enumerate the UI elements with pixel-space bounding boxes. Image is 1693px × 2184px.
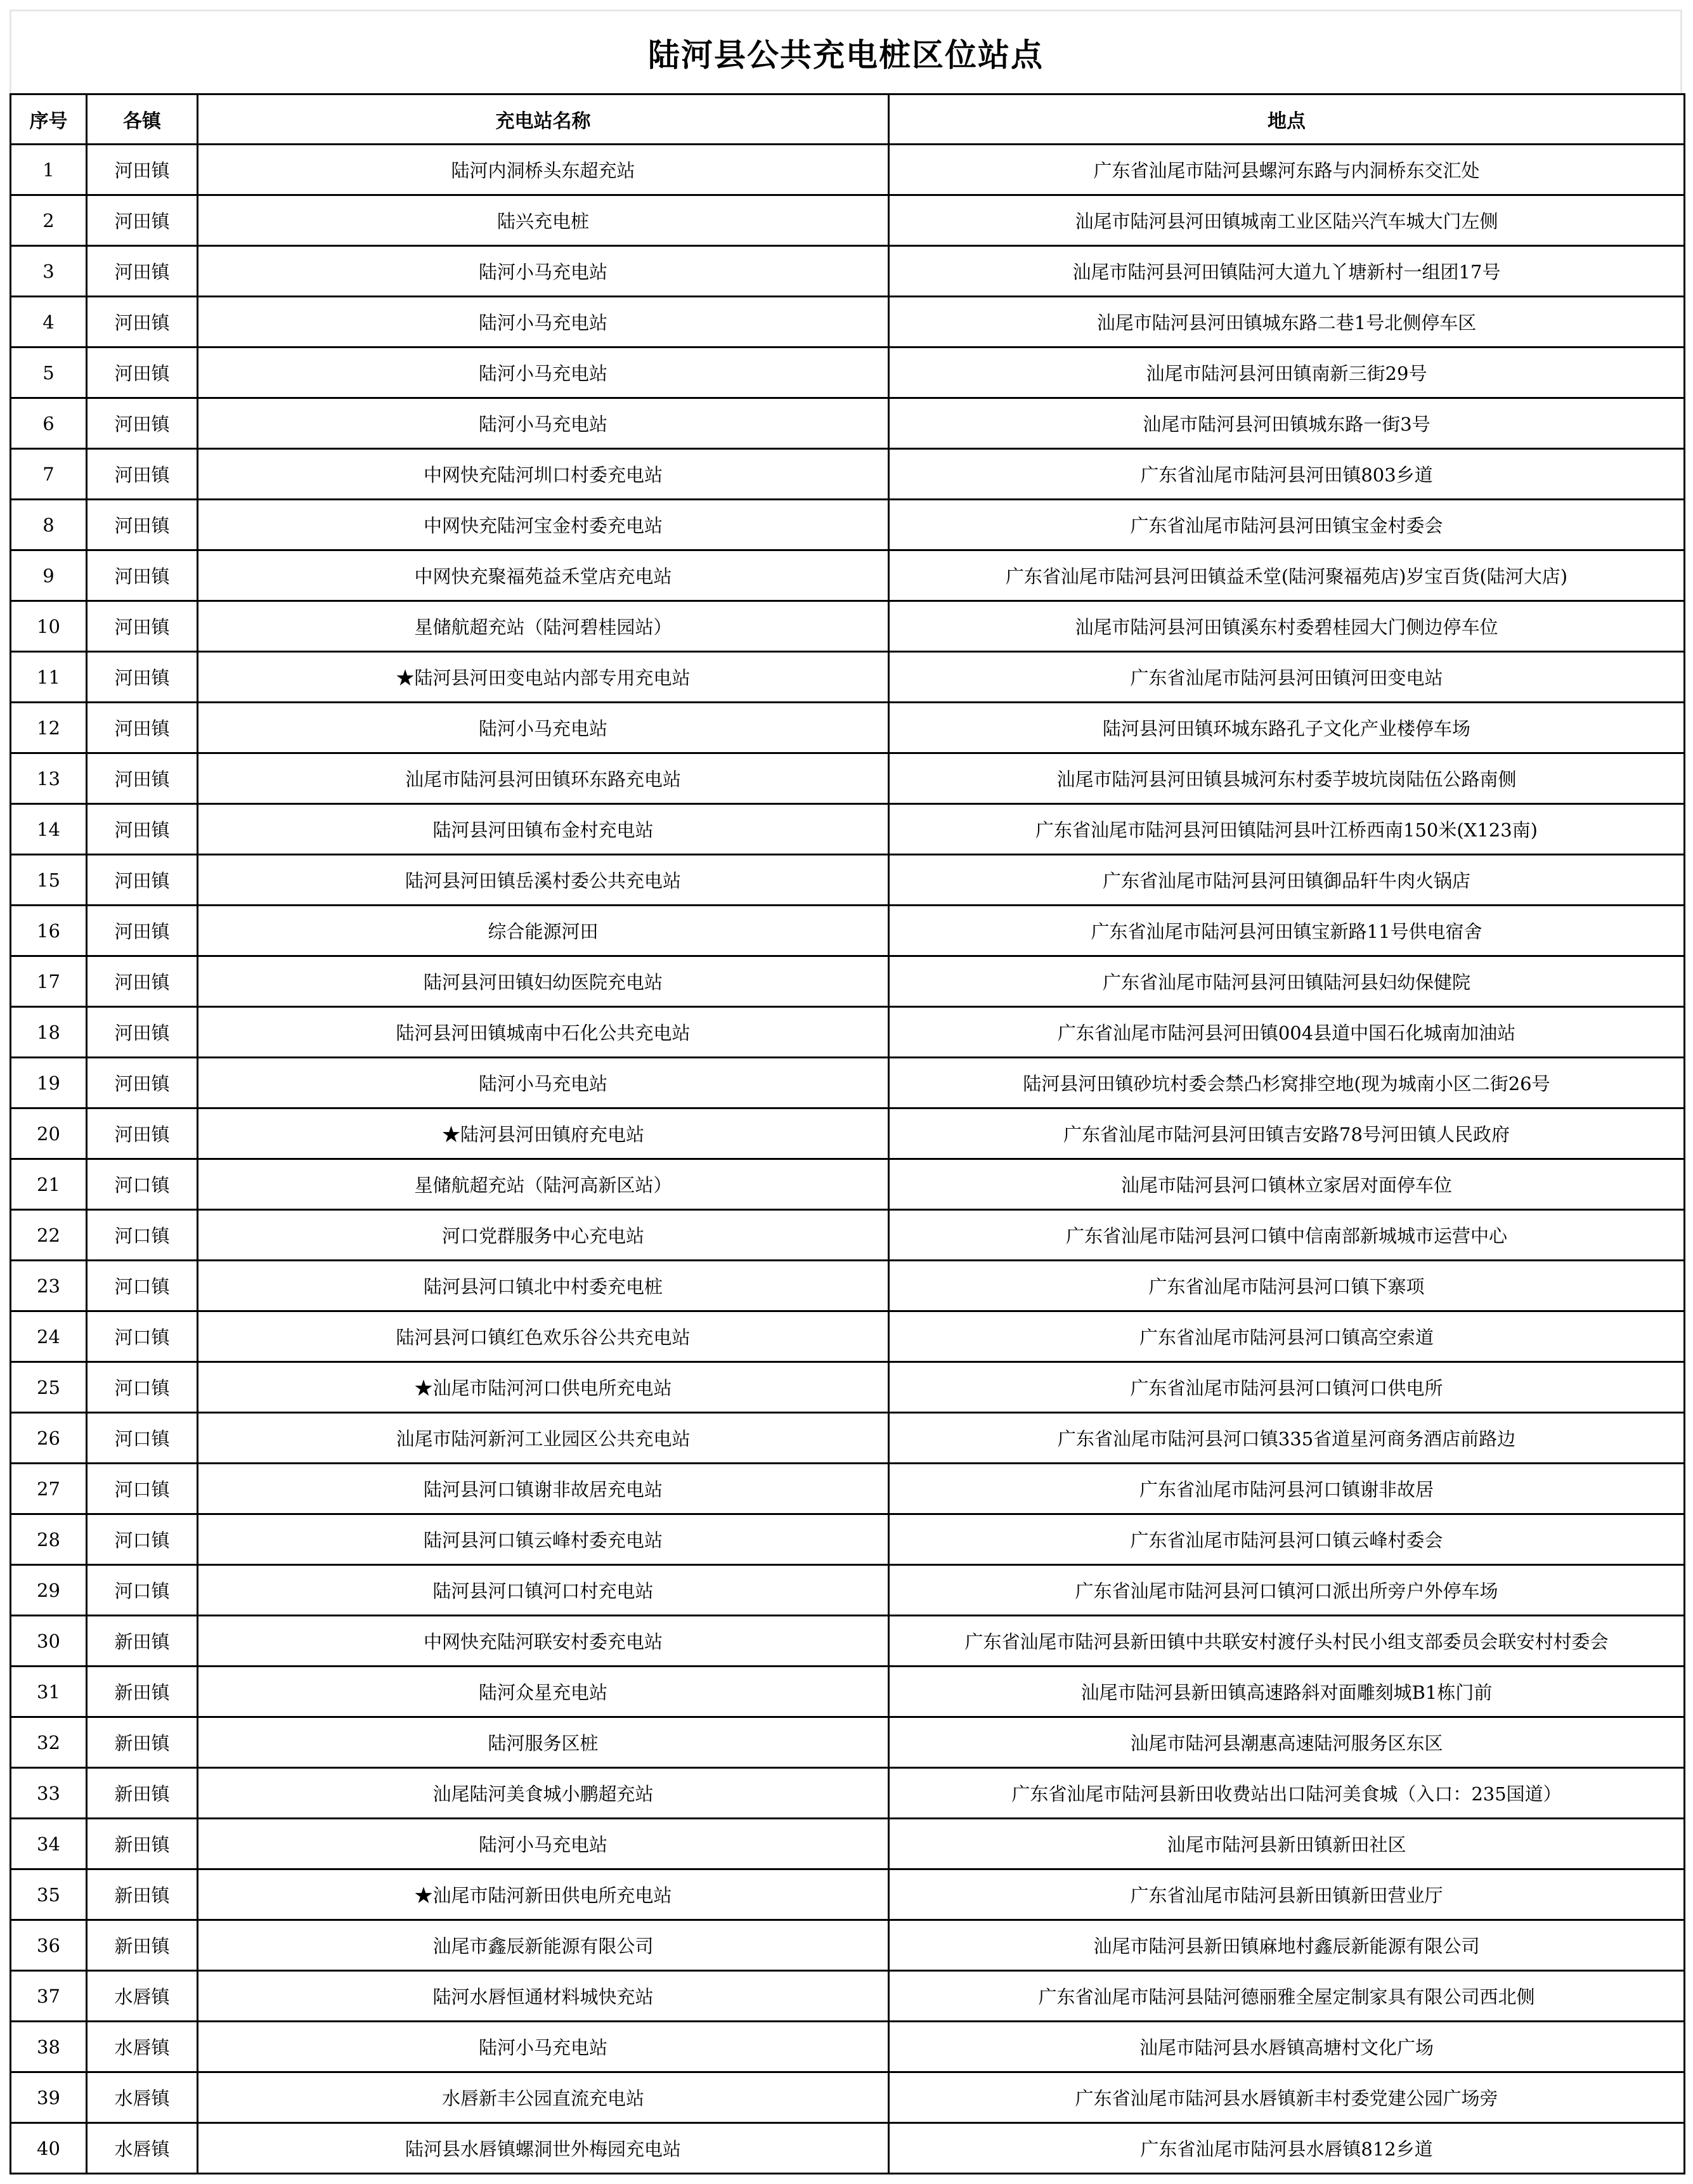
cell-town: 新田镇: [87, 1869, 198, 1920]
title-box: [10, 10, 1682, 93]
cell-town: 河田镇: [87, 550, 198, 601]
cell-town: 河口镇: [87, 1159, 198, 1210]
cell-town: 河田镇: [87, 1007, 198, 1058]
cell-station-name: 星储航超充站（陆河高新区站）: [198, 1159, 889, 1210]
cell-station-name: ★汕尾市陆河新田供电所充电站: [198, 1869, 889, 1920]
cell-serial-number: 36: [11, 1920, 87, 1971]
cell-location: 广东省汕尾市陆河县河口镇高空索道: [889, 1311, 1685, 1362]
cell-station-name: 陆河小马充电站: [198, 1819, 889, 1869]
cell-serial-number: 11: [11, 652, 87, 703]
cell-station-name: 陆河水唇恒通材料城快充站: [198, 1971, 889, 2022]
cell-serial-number: 30: [11, 1616, 87, 1667]
cell-serial-number: 34: [11, 1819, 87, 1869]
table-row: [11, 297, 1685, 348]
table-row: [11, 1514, 1685, 1565]
cell-location: 陆河县河田镇砂坑村委会禁凸杉窝排空地(现为城南小区二街26号: [889, 1058, 1685, 1108]
cell-town: 新田镇: [87, 1616, 198, 1667]
header-serial-number: 序号: [11, 94, 87, 145]
cell-location: 广东省汕尾市陆河县河田镇御品轩牛肉火锅店: [889, 855, 1685, 906]
table-row: [11, 2072, 1685, 2123]
cell-location: 汕尾市陆河县新田镇新田社区: [889, 1819, 1685, 1869]
cell-serial-number: 15: [11, 855, 87, 906]
cell-station-name: 陆河小马充电站: [198, 1058, 889, 1108]
cell-station-name: 中网快充陆河圳口村委充电站: [198, 449, 889, 500]
cell-location: 汕尾市陆河县水唇镇高塘村文化广场: [889, 2022, 1685, 2072]
table-row: [11, 195, 1685, 246]
cell-location: 广东省汕尾市陆河县河口镇河口供电所: [889, 1362, 1685, 1413]
table-row: [11, 1007, 1685, 1058]
cell-station-name: 河口党群服务中心充电站: [198, 1210, 889, 1261]
cell-town: 新田镇: [87, 1819, 198, 1869]
cell-station-name: 陆兴充电桩: [198, 195, 889, 246]
cell-serial-number: 31: [11, 1667, 87, 1717]
cell-location: 广东省汕尾市陆河县河田镇宝金村委会: [889, 500, 1685, 550]
cell-station-name: 星储航超充站（陆河碧桂园站）: [198, 601, 889, 652]
table-row: [11, 906, 1685, 956]
header-town: 各镇: [87, 94, 198, 145]
cell-location: 广东省汕尾市陆河县河口镇云峰村委会: [889, 1514, 1685, 1565]
cell-town: 河田镇: [87, 855, 198, 906]
cell-location: 广东省汕尾市陆河县新田收费站出口陆河美食城（入口：235国道）: [889, 1768, 1685, 1819]
cell-station-name: 水唇新丰公园直流充电站: [198, 2072, 889, 2123]
table-row: [11, 1261, 1685, 1311]
table-row: [11, 804, 1685, 855]
cell-serial-number: 7: [11, 449, 87, 500]
table-row: [11, 1464, 1685, 1514]
cell-town: 河田镇: [87, 1108, 198, 1159]
cell-serial-number: 5: [11, 348, 87, 398]
cell-town: 河口镇: [87, 1362, 198, 1413]
cell-station-name: 陆河县河口镇红色欢乐谷公共充电站: [198, 1311, 889, 1362]
table-row: [11, 1920, 1685, 1971]
cell-location: 广东省汕尾市陆河县河田镇陆河县妇幼保健院: [889, 956, 1685, 1007]
table-row: [11, 2123, 1685, 2174]
cell-location: 广东省汕尾市陆河县河口镇河口派出所旁户外停车场: [889, 1565, 1685, 1616]
table-row: [11, 246, 1685, 297]
cell-serial-number: 29: [11, 1565, 87, 1616]
cell-station-name: 综合能源河田: [198, 906, 889, 956]
cell-serial-number: 1: [11, 145, 87, 195]
cell-station-name: 陆河小马充电站: [198, 246, 889, 297]
table-header-row: [11, 94, 1685, 145]
cell-location: 汕尾市陆河县新田镇麻地村鑫辰新能源有限公司: [889, 1920, 1685, 1971]
table-row: [11, 1413, 1685, 1464]
cell-serial-number: 13: [11, 753, 87, 804]
cell-station-name: 陆河众星充电站: [198, 1667, 889, 1717]
cell-station-name: 汕尾陆河美食城小鹏超充站: [198, 1768, 889, 1819]
cell-location: 广东省汕尾市陆河县河田镇004县道中国石化城南加油站: [889, 1007, 1685, 1058]
cell-serial-number: 32: [11, 1717, 87, 1768]
cell-serial-number: 10: [11, 601, 87, 652]
table-row: [11, 703, 1685, 753]
cell-serial-number: 22: [11, 1210, 87, 1261]
cell-town: 河田镇: [87, 297, 198, 348]
cell-station-name: 陆河小马充电站: [198, 2022, 889, 2072]
cell-location: 陆河县河田镇环城东路孔子文化产业楼停车场: [889, 703, 1685, 753]
cell-serial-number: 2: [11, 195, 87, 246]
table-row: [11, 500, 1685, 550]
cell-town: 河田镇: [87, 804, 198, 855]
table-row: [11, 1616, 1685, 1667]
cell-station-name: 陆河县河田镇妇幼医院充电站: [198, 956, 889, 1007]
cell-station-name: 陆河县河口镇北中村委充电桩: [198, 1261, 889, 1311]
table-row: [11, 855, 1685, 906]
cell-serial-number: 16: [11, 906, 87, 956]
cell-station-name: 陆河县河田镇布金村充电站: [198, 804, 889, 855]
table-row: [11, 601, 1685, 652]
table-row: [11, 550, 1685, 601]
cell-serial-number: 25: [11, 1362, 87, 1413]
cell-serial-number: 14: [11, 804, 87, 855]
cell-station-name: 陆河小马充电站: [198, 703, 889, 753]
cell-station-name: 陆河小马充电站: [198, 398, 889, 449]
cell-location: 广东省汕尾市陆河县河田镇陆河县叶江桥西南150米(X123南): [889, 804, 1685, 855]
cell-location: 广东省汕尾市陆河县新田镇中共联安村渡仔头村民小组支部委员会联安村村委会: [889, 1616, 1685, 1667]
cell-location: 广东省汕尾市陆河县螺河东路与内洞桥东交汇处: [889, 145, 1685, 195]
cell-station-name: 中网快充聚福苑益禾堂店充电站: [198, 550, 889, 601]
table-row: [11, 1819, 1685, 1869]
cell-town: 河口镇: [87, 1413, 198, 1464]
cell-serial-number: 12: [11, 703, 87, 753]
cell-location: 广东省汕尾市陆河县河田镇吉安路78号河田镇人民政府: [889, 1108, 1685, 1159]
cell-station-name: 陆河小马充电站: [198, 348, 889, 398]
header-station-name: 充电站名称: [198, 94, 889, 145]
cell-station-name: 陆河县河田镇岳溪村委公共充电站: [198, 855, 889, 906]
cell-town: 水唇镇: [87, 2123, 198, 2174]
cell-town: 水唇镇: [87, 1971, 198, 2022]
cell-location: 汕尾市陆河县河田镇城东路二巷1号北侧停车区: [889, 297, 1685, 348]
cell-station-name: 陆河县河口镇谢非故居充电站: [198, 1464, 889, 1514]
cell-location: 汕尾市陆河县河田镇南新三街29号: [889, 348, 1685, 398]
cell-station-name: 汕尾市陆河县河田镇环东路充电站: [198, 753, 889, 804]
cell-serial-number: 21: [11, 1159, 87, 1210]
cell-town: 河口镇: [87, 1261, 198, 1311]
cell-serial-number: 37: [11, 1971, 87, 2022]
table-body: [11, 145, 1685, 2174]
table-row: [11, 1869, 1685, 1920]
cell-town: 河口镇: [87, 1210, 198, 1261]
cell-location: 汕尾市陆河县新田镇高速路斜对面雕刻城B1栋门前: [889, 1667, 1685, 1717]
cell-town: 河口镇: [87, 1464, 198, 1514]
table-row: [11, 1159, 1685, 1210]
cell-town: 河田镇: [87, 398, 198, 449]
cell-town: 新田镇: [87, 1667, 198, 1717]
cell-town: 河田镇: [87, 1058, 198, 1108]
cell-serial-number: 19: [11, 1058, 87, 1108]
cell-station-name: 陆河内洞桥头东超充站: [198, 145, 889, 195]
cell-town: 河口镇: [87, 1565, 198, 1616]
cell-location: 广东省汕尾市陆河县河口镇中信南部新城城市运营中心: [889, 1210, 1685, 1261]
cell-town: 河田镇: [87, 500, 198, 550]
page-title: 陆河县公共充电桩区位站点: [648, 36, 1044, 74]
table-row: [11, 1667, 1685, 1717]
charging-station-table: [10, 93, 1685, 2174]
table-row: [11, 145, 1685, 195]
cell-station-name: 陆河县河口镇云峰村委充电站: [198, 1514, 889, 1565]
table-row: [11, 348, 1685, 398]
cell-town: 新田镇: [87, 1717, 198, 1768]
cell-town: 河田镇: [87, 652, 198, 703]
cell-serial-number: 18: [11, 1007, 87, 1058]
cell-station-name: ★汕尾市陆河河口供电所充电站: [198, 1362, 889, 1413]
cell-serial-number: 28: [11, 1514, 87, 1565]
cell-town: 河田镇: [87, 601, 198, 652]
cell-station-name: 汕尾市鑫辰新能源有限公司: [198, 1920, 889, 1971]
cell-serial-number: 23: [11, 1261, 87, 1311]
cell-location: 汕尾市陆河县河口镇林立家居对面停车位: [889, 1159, 1685, 1210]
table-row: [11, 1362, 1685, 1413]
cell-town: 水唇镇: [87, 2072, 198, 2123]
cell-location: 广东省汕尾市陆河县河田镇宝新路11号供电宿舍: [889, 906, 1685, 956]
cell-town: 河田镇: [87, 348, 198, 398]
cell-town: 水唇镇: [87, 2022, 198, 2072]
cell-serial-number: 40: [11, 2123, 87, 2174]
cell-serial-number: 3: [11, 246, 87, 297]
cell-serial-number: 24: [11, 1311, 87, 1362]
cell-station-name: 中网快充陆河宝金村委充电站: [198, 500, 889, 550]
cell-station-name: ★陆河县河田镇府充电站: [198, 1108, 889, 1159]
cell-location: 汕尾市陆河县河田镇县城河东村委芋坡坑岗陆伍公路南侧: [889, 753, 1685, 804]
cell-station-name: 陆河服务区桩: [198, 1717, 889, 1768]
cell-location: 广东省汕尾市陆河县河口镇谢非故居: [889, 1464, 1685, 1514]
cell-station-name: ★陆河县河田变电站内部专用充电站: [198, 652, 889, 703]
table-row: [11, 753, 1685, 804]
cell-serial-number: 39: [11, 2072, 87, 2123]
table-row: [11, 2022, 1685, 2072]
table-row: [11, 1768, 1685, 1819]
cell-station-name: 陆河县河口镇河口村充电站: [198, 1565, 889, 1616]
cell-town: 河田镇: [87, 246, 198, 297]
cell-location: 广东省汕尾市陆河县河田镇河田变电站: [889, 652, 1685, 703]
cell-serial-number: 6: [11, 398, 87, 449]
cell-station-name: 陆河县水唇镇螺洞世外梅园充电站: [198, 2123, 889, 2174]
table-row: [11, 1210, 1685, 1261]
table-row: [11, 652, 1685, 703]
cell-serial-number: 8: [11, 500, 87, 550]
table-row: [11, 1565, 1685, 1616]
cell-town: 河田镇: [87, 753, 198, 804]
table-row: [11, 1717, 1685, 1768]
cell-town: 新田镇: [87, 1920, 198, 1971]
cell-location: 广东省汕尾市陆河县水唇镇新丰村委党建公园广场旁: [889, 2072, 1685, 2123]
cell-location: 广东省汕尾市陆河县水唇镇812乡道: [889, 2123, 1685, 2174]
table-row: [11, 1311, 1685, 1362]
header-location: 地点: [889, 94, 1685, 145]
table-row: [11, 1108, 1685, 1159]
cell-location: 汕尾市陆河县潮惠高速陆河服务区东区: [889, 1717, 1685, 1768]
cell-serial-number: 35: [11, 1869, 87, 1920]
cell-town: 河田镇: [87, 703, 198, 753]
cell-town: 河田镇: [87, 145, 198, 195]
cell-location: 广东省汕尾市陆河县河口镇335省道星河商务酒店前路边: [889, 1413, 1685, 1464]
cell-location: 广东省汕尾市陆河县新田镇新田营业厅: [889, 1869, 1685, 1920]
cell-location: 汕尾市陆河县河田镇溪东村委碧桂园大门侧边停车位: [889, 601, 1685, 652]
cell-serial-number: 26: [11, 1413, 87, 1464]
cell-town: 河口镇: [87, 1311, 198, 1362]
cell-station-name: 汕尾市陆河新河工业园区公共充电站: [198, 1413, 889, 1464]
cell-station-name: 陆河小马充电站: [198, 297, 889, 348]
cell-location: 汕尾市陆河县河田镇城东路一街3号: [889, 398, 1685, 449]
cell-station-name: 陆河县河田镇城南中石化公共充电站: [198, 1007, 889, 1058]
cell-serial-number: 17: [11, 956, 87, 1007]
cell-location: 汕尾市陆河县河田镇陆河大道九丫塘新村一组团17号: [889, 246, 1685, 297]
table-row: [11, 956, 1685, 1007]
cell-serial-number: 4: [11, 297, 87, 348]
cell-town: 河口镇: [87, 1514, 198, 1565]
cell-town: 河田镇: [87, 449, 198, 500]
table-row: [11, 398, 1685, 449]
cell-serial-number: 20: [11, 1108, 87, 1159]
table-row: [11, 449, 1685, 500]
cell-town: 河田镇: [87, 906, 198, 956]
cell-serial-number: 38: [11, 2022, 87, 2072]
cell-location: 汕尾市陆河县河田镇城南工业区陆兴汽车城大门左侧: [889, 195, 1685, 246]
cell-station-name: 中网快充陆河联安村委充电站: [198, 1616, 889, 1667]
cell-serial-number: 27: [11, 1464, 87, 1514]
cell-location: 广东省汕尾市陆河县河田镇803乡道: [889, 449, 1685, 500]
cell-location: 广东省汕尾市陆河县河田镇益禾堂(陆河聚福苑店)岁宝百货(陆河大店): [889, 550, 1685, 601]
cell-location: 广东省汕尾市陆河县河口镇下寨项: [889, 1261, 1685, 1311]
cell-town: 新田镇: [87, 1768, 198, 1819]
table-row: [11, 1058, 1685, 1108]
cell-serial-number: 9: [11, 550, 87, 601]
cell-serial-number: 33: [11, 1768, 87, 1819]
cell-location: 广东省汕尾市陆河县陆河德丽雅全屋定制家具有限公司西北侧: [889, 1971, 1685, 2022]
table-row: [11, 1971, 1685, 2022]
cell-town: 河田镇: [87, 956, 198, 1007]
cell-town: 河田镇: [87, 195, 198, 246]
